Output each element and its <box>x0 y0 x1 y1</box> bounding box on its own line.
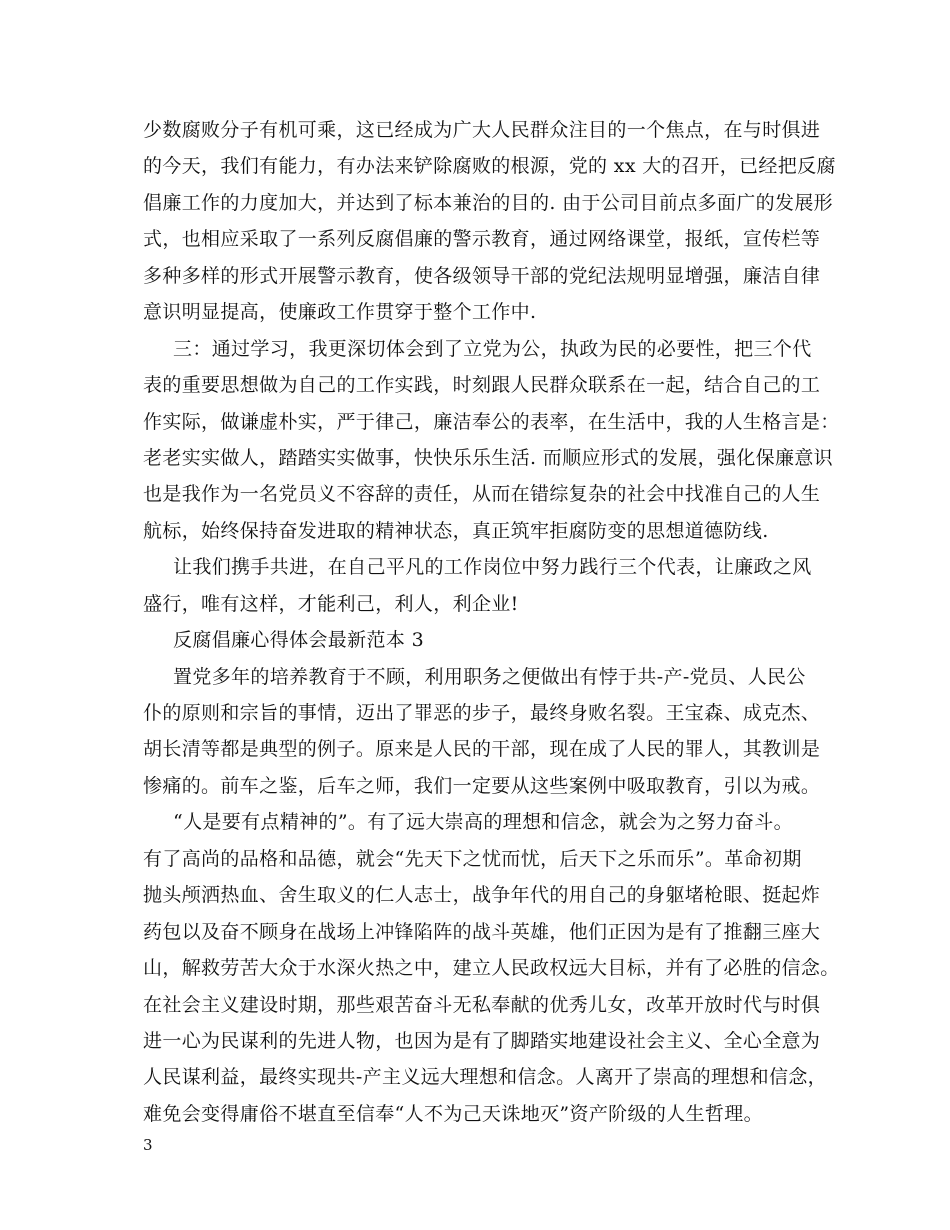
text-line: 抛头颅洒热血、舍生取义的仁人志士，战争年代的用自己的身躯堵枪眼、挺起炸 <box>143 884 821 907</box>
paragraph-start-line: 三：通过学习，我更深切体会到了立党为公，执政为民的必要性，把三个代 <box>173 337 812 360</box>
text-line: 多种多样的形式开展警示教育，使各级领导干部的党纪法规明显增强，廉洁自律 <box>143 264 821 287</box>
text-line: 表的重要思想做为自己的工作实践，时刻跟人民群众联系在一起，结合自己的工 <box>143 374 821 397</box>
text-line: 作实际，做谦虚朴实，严于律己，廉洁奉公的表率，在生活中，我的人生格言是： <box>143 410 840 433</box>
text-line: 进一心为民谋利的先进人物，也因为是有了脚踏实地建设社会主义、全心全意为 <box>143 1029 821 1052</box>
text-line: 药包以及奋不顾身在战场上冲锋陷阵的战斗英雄，他们正因为是有了推翻三座大 <box>143 920 821 943</box>
text-line: 仆的原则和宗旨的事情，迈出了罪恶的步子，最终身败名裂。王宝森、成克杰、 <box>143 702 821 724</box>
text-line: 航标，始终保持奋发进取的精神状态，真正筑牢拒腐防变的思想道德防线. <box>143 519 769 542</box>
paragraph-start-line: “人是要有点精神的”。有了远大崇高的理想和信念，就会为之努力奋斗。 <box>173 811 793 834</box>
paragraph-start-line: 置党多年的培养教育于不顾，利用职务之便做出有悖于共-产-党员、人民公 <box>173 665 806 688</box>
text-line: 山，解救劳苦大众于水深火热之中，建立人民政权远大目标，并有了必胜的信念。 <box>143 957 840 980</box>
text-line: 少数腐败分子有机可乘，这已经成为广大人民群众注目的一个焦点，在与时俱进 <box>143 119 821 141</box>
text-line: 式，也相应采取了一系列反腐倡廉的警示教育，通过网络课堂，报纸，宣传栏等 <box>143 228 821 251</box>
text-line: 难免会变得庸俗不堪直至信奉“人不为己天诛地灭”资产阶级的人生哲理。 <box>143 1102 763 1125</box>
text-line: 的今天，我们有能力，有办法来铲除腐败的根源，党的 xx 大的召开，已经把反腐 <box>143 155 836 178</box>
text-line: 人民谋利益，最终实现共-产主义远大理想和信念。人离开了崇高的理想和信念， <box>143 1066 828 1089</box>
document-body <box>143 112 840 1132</box>
text-line: 倡廉工作的力度加大，并达到了标本兼治的目的. 由于公司目前点多面广的发展形 <box>143 191 834 214</box>
text-line: 胡长清等都是典型的例子。原来是人民的干部，现在成了人民的罪人，其教训是 <box>143 738 821 761</box>
text-line: 在社会主义建设时期，那些艰苦奋斗无私奉献的优秀儿女，改革开放时代与时俱 <box>143 993 821 1016</box>
text-line: 有了高尚的品格和品德，就会“先天下之忧而忧，后天下之乐而乐”。革命初期 <box>143 847 802 870</box>
text-line: 盛行，唯有这样，才能利己，利人，利企业! <box>143 592 519 615</box>
text-line: 惨痛的。前车之鉴，后车之师，我们一定要从这些案例中吸取教育，引以为戒。 <box>143 774 821 797</box>
paragraph-start-line: 让我们携手共进，在自己平凡的工作岗位中努力践行三个代表，让廉政之风 <box>173 556 812 579</box>
text-line: 意识明显提高，使廉政工作贯穿于整个工作中. <box>143 301 537 324</box>
section-heading: 反腐倡廉心得体会最新范本 3 <box>173 629 425 652</box>
text-line: 也是我作为一名党员义不容辞的责任，从而在错综复杂的社会中找准自己的人生 <box>143 483 821 506</box>
page-number: 3 <box>143 1136 153 1154</box>
text-line: 老老实实做人，踏踏实实做事，快快乐乐生活. 而顺应形式的发展，强化保廉意识 <box>143 446 834 469</box>
